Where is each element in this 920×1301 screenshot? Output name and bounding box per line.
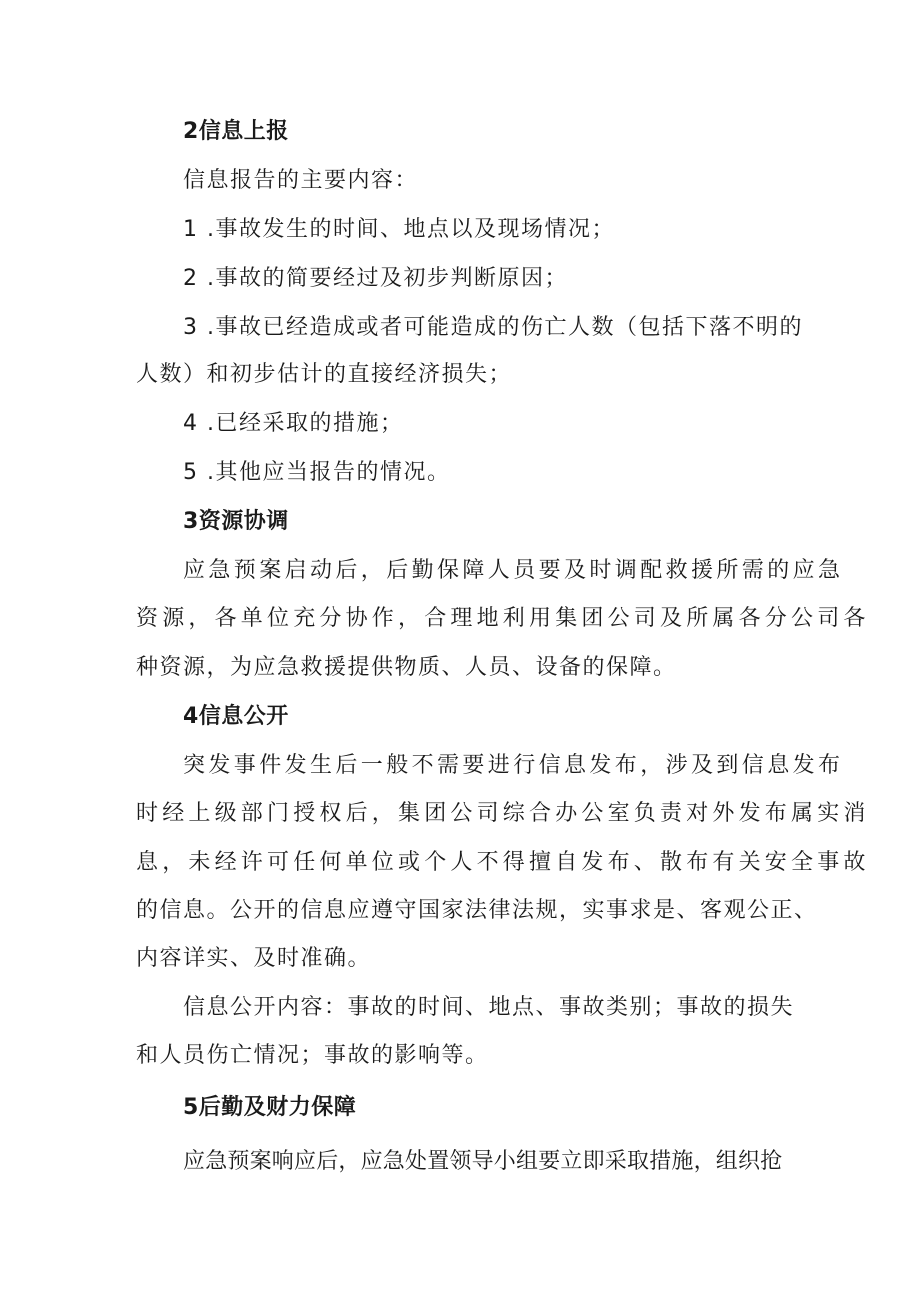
paragraph-line: 种资源，为应急救援提供物质、人员、设备的保障。 [136, 655, 677, 680]
paragraph-line: 时经上级部门授权后，集团公司综合办公室负责对外发布属实消 [136, 801, 870, 826]
paragraph-line: 信息公开内容：事故的时间、地点、事故类别；事故的损失 [183, 995, 795, 1020]
paragraph-line: 息，未经许可任何单位或个人不得擅自发布、散布有关安全事故 [136, 850, 870, 875]
paragraph-line: 应急预案响应后，应急处置领导小组要立即采取措施，组织抢 [183, 1149, 783, 1174]
section-heading-info-disclosure: 4信息公开 [183, 704, 289, 729]
paragraph-line: 内容详实、及时准确。 [136, 946, 372, 971]
list-item: 5 .其他应当报告的情况。 [183, 460, 451, 485]
list-item: 2 .事故的简要经过及初步判断原因； [183, 266, 568, 291]
paragraph-line: 应急预案启动后，后勤保障人员要及时调配救援所需的应急 [183, 558, 844, 583]
section-heading-info-report: 2信息上报 [183, 119, 289, 144]
paragraph-line: 的信息。公开的信息应遵守国家法律法规，实事求是、客观公正、 [136, 898, 818, 923]
list-item: 3 .事故已经造成或者可能造成的伤亡人数（包括下落不明的 [183, 315, 803, 340]
list-item-continuation: 人数）和初步估计的直接经济损失； [136, 362, 513, 387]
section-heading-resource-coordination: 3资源协调 [183, 509, 289, 534]
paragraph-line: 突发事件发生后一般不需要进行信息发布，涉及到信息发布 [183, 753, 844, 778]
paragraph-line: 和人员伤亡情况；事故的影响等。 [136, 1043, 489, 1068]
list-item: 1 .事故发生的时间、地点以及现场情况； [183, 217, 615, 242]
paragraph-line: 信息报告的主要内容： [183, 168, 419, 193]
paragraph-line: 资源，各单位充分协作，合理地利用集团公司及所属各分公司各 [136, 606, 870, 631]
list-item: 4 .已经采取的措施； [183, 411, 404, 436]
section-heading-logistics-finance: 5后勤及财力保障 [183, 1095, 357, 1120]
